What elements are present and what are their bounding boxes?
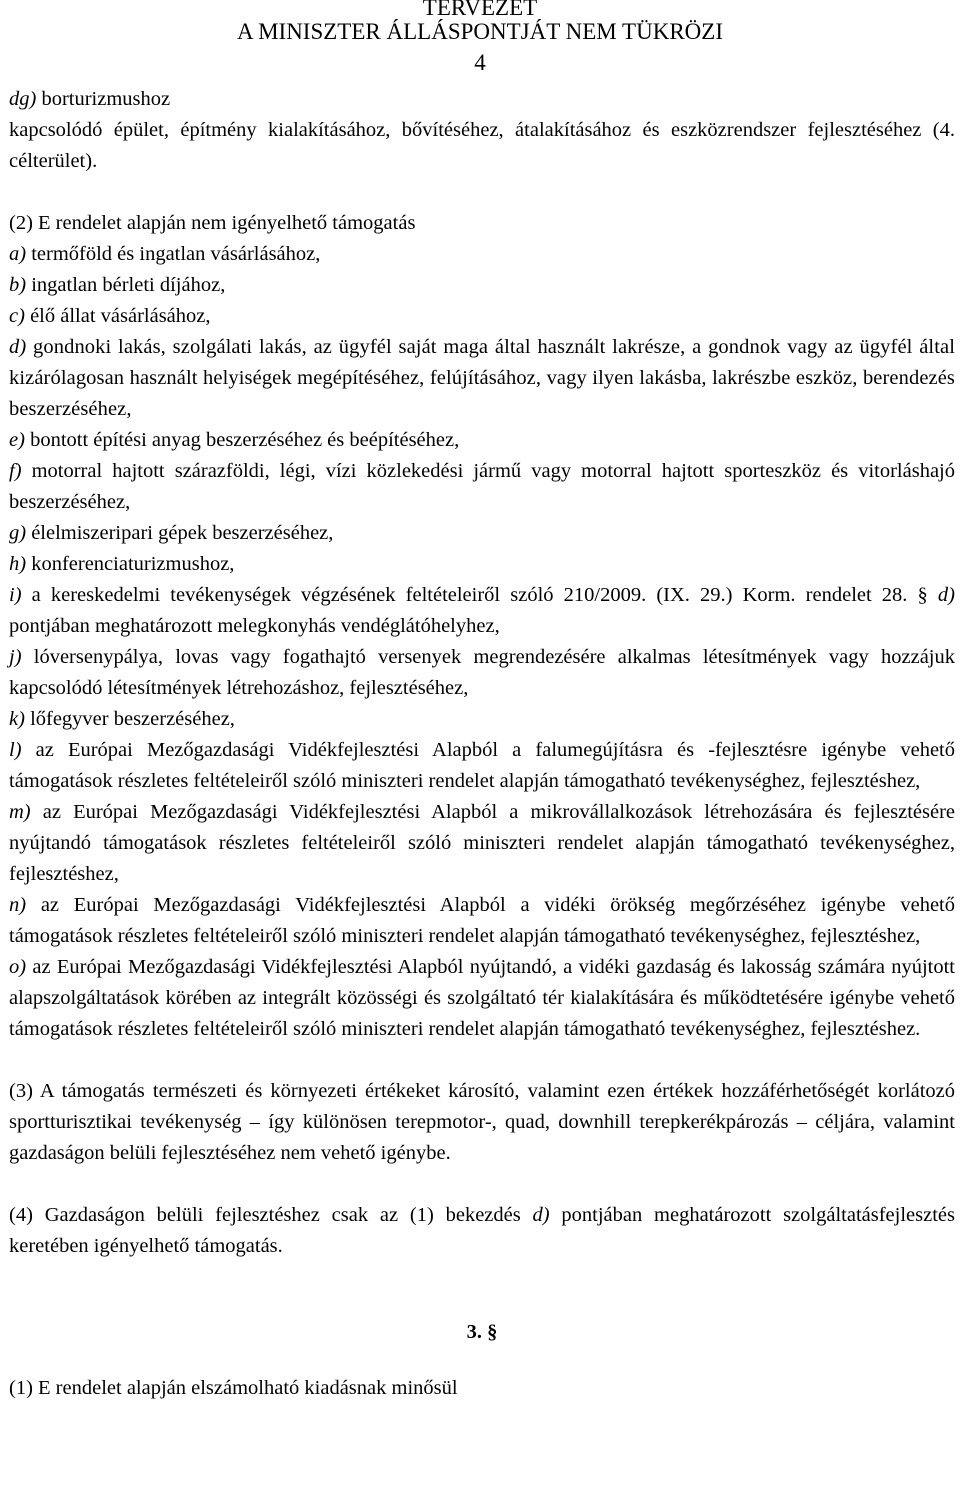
paragraph-heading: 3. § <box>466 1321 498 1343</box>
item-text: lóversenypálya, lovas vagy fogathajtó versenyek megrendezésére alkalmas létesítmények vagy hozzájuk kapcsolódó létesítmények létrehozáshoz, fejlesztéséhez, <box>9 646 955 699</box>
list-item <box>9 239 955 270</box>
item-text-continued: pontjában meghatározott melegkonyhás vendéglátóhelyhez, <box>9 615 500 637</box>
item-label: h) <box>9 553 27 575</box>
section-4-text: (4) Gazdaságon belüli fejlesztéshez csak az (1) bekezdés <box>9 1204 533 1226</box>
section-4 <box>9 1200 955 1262</box>
section-4-text-continued: pontjában meghatározott szolgáltatásfejlesztés keretében igényelhető támogatás. <box>9 1204 955 1257</box>
item-text: termőföld és ingatlan vásárlásához, <box>26 243 321 265</box>
disclaimer-label: A MINISZTER ÁLLÁSPONTJÁT NEM TÜKRÖZI <box>237 19 723 44</box>
document-body <box>9 84 955 1404</box>
item-text: lőfegyver beszerzéséhez, <box>24 708 235 730</box>
page-number: 4 <box>474 50 486 75</box>
item-label: dg) <box>9 88 37 110</box>
item-label: f) <box>9 460 22 482</box>
item-label: c) <box>9 305 25 327</box>
draft-label: TERVEZET <box>422 0 538 20</box>
item-label: g) <box>9 522 27 544</box>
item-label: j) <box>9 646 22 668</box>
list-item <box>9 704 955 735</box>
item-label: i) <box>9 584 22 606</box>
item-text: borturizmushoz <box>36 88 171 110</box>
item-text: gondnoki lakás, szolgálati lakás, az ügyfél saját maga által használt lakrésze, a gondnok vagy az ügyfél által kizárólagosan használt helyiségek megépítéséhez, felújításához, vagy ilyen lakásba, lakrészbe eszköz, berendezés beszerzéséhez, <box>9 336 955 420</box>
item-text: élő állat vásárlásához, <box>24 305 211 327</box>
item-text: motorral hajtott szárazföldi, légi, vízi közlekedési jármű vagy motorral hajtott sporteszköz és vitorláshajó beszerzéséhez, <box>9 460 955 513</box>
item-label: l) <box>9 739 22 761</box>
list-item <box>9 549 955 580</box>
list-item <box>9 797 955 890</box>
list-item <box>9 456 955 518</box>
item-text: a kereskedelmi tevékenységek végzésének feltételeiről szóló 210/2009. (IX. 29.) Korm. rendelet 28. § <box>21 584 938 606</box>
item-text: az Európai Mezőgazdasági Vidékfejlesztési Alapból a vidéki örökség megőrzéséhez igénybe vehető támogatások részletes feltételeiről szóló miniszteri rendelet alapján támogatható tevékenységhez, fejlesztéshez, <box>9 894 955 947</box>
section-2-lead: (2) E rendelet alapján nem igényelhető támogatás <box>9 212 416 234</box>
item-label: o) <box>9 956 27 978</box>
item-text: konferenciaturizmushoz, <box>26 553 235 575</box>
item-dg <box>9 84 955 115</box>
list-item <box>9 890 955 952</box>
list-item <box>9 642 955 704</box>
list-item <box>9 301 955 332</box>
list-item <box>9 270 955 301</box>
item-label: d) <box>9 336 27 358</box>
section-1-lead: (1) E rendelet alapján elszámolható kiadásnak minősül <box>9 1377 458 1399</box>
item-text: ingatlan bérleti díjához, <box>26 274 226 296</box>
item-label: e) <box>9 429 25 451</box>
list-item <box>9 425 955 456</box>
item-label: a) <box>9 243 27 265</box>
item-text: az Európai Mezőgazdasági Vidékfejlesztési Alapból nyújtandó, a vidéki gazdaság és lakosság számára nyújtott alapszolgáltatások körében az integrált közösségi és szolgáltató tér kialakítására és működtetésére igénybe vehető támogatások részletes feltételeiről szóló miniszteri rendelet alapján támogatható tevékenységhez, fejlesztéshez. <box>9 956 955 1040</box>
item-text: élelmiszeripari gépek beszerzéséhez, <box>26 522 334 544</box>
list-item <box>9 580 955 642</box>
item-text: az Európai Mezőgazdasági Vidékfejlesztési Alapból a mikrovállalkozások létrehozására és fejlesztésére nyújtandó támogatások részletes feltételeiről szóló miniszteri rendelet alapján támogatható tevékenységhez, fejlesztéshez, <box>9 801 955 885</box>
list-item <box>9 952 955 1045</box>
item-label: n) <box>9 894 27 916</box>
item-label: b) <box>9 274 27 296</box>
section-4-ref: d) <box>532 1204 550 1226</box>
list-item <box>9 518 955 549</box>
item-label: k) <box>9 708 25 730</box>
section-3: (3) A támogatás természeti és környezeti értékeket károsító, valamint ezen értékek hozzáférhetőségét korlátozó sportturisztikai tevékenység – így különösen terepmotor-, quad, downhill terepkerékpározás – céljára, valamint gazdaságon belüli fejlesztéséhez nem vehető igénybe. <box>9 1080 955 1164</box>
item-text: az Európai Mezőgazdasági Vidékfejlesztési Alapból a falumegújításra és -fejlesztésre igénybe vehető támogatások részletes feltételeiről szóló miniszteri rendelet alapján támogatható tevékenységhez, fejlesztéshez, <box>9 739 955 792</box>
item-text: bontott építési anyag beszerzéséhez és beépítéséhez, <box>24 429 460 451</box>
intro-continuation: kapcsolódó épület, építmény kialakításához, bővítéséhez, átalakításához és eszközrendszer fejlesztéséhez (4. célterület). <box>9 119 955 172</box>
list-item <box>9 735 955 797</box>
item-label: m) <box>9 801 31 823</box>
list-item <box>9 332 955 425</box>
item-ref: d) <box>937 584 955 606</box>
